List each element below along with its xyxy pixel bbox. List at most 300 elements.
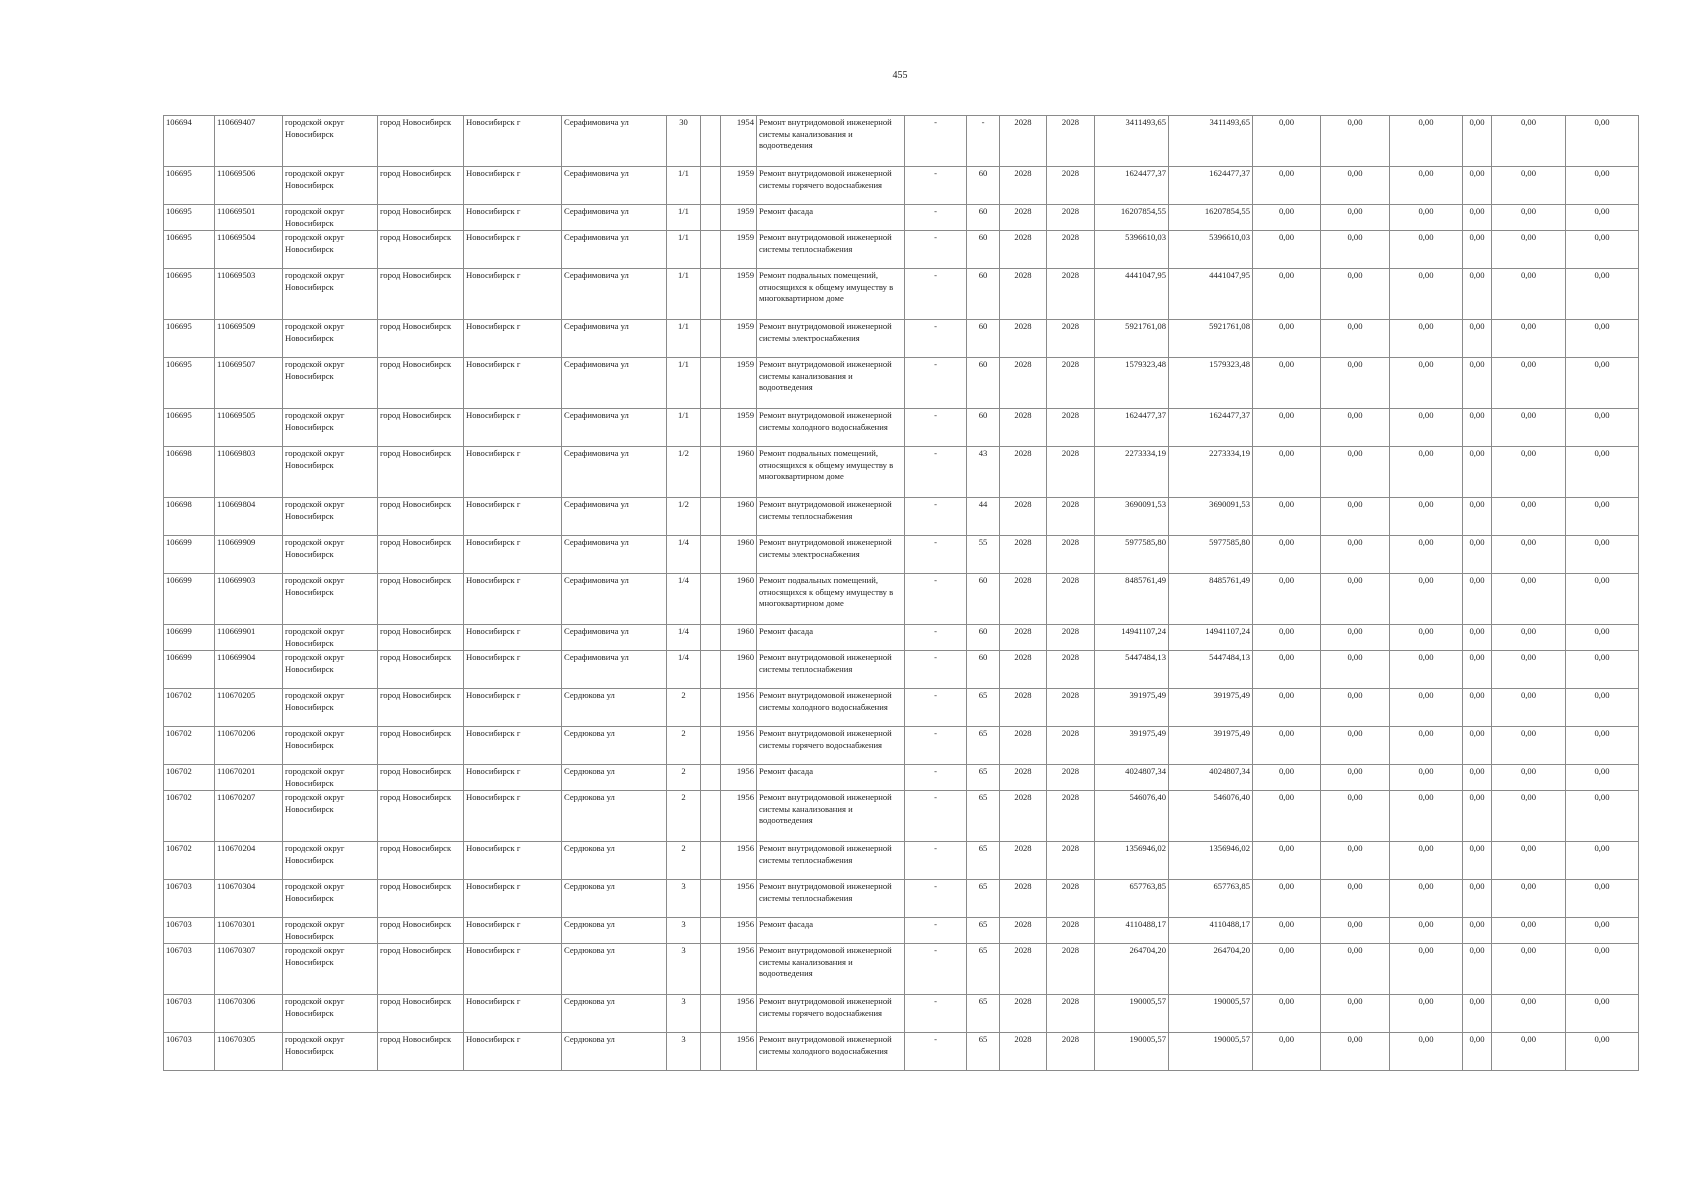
cell-street: Серафимовича ул	[562, 358, 667, 409]
cell-wear-percent-a: -	[905, 498, 967, 536]
cell-cost-col-5: 0,00	[1492, 358, 1566, 409]
cell-wear-percent-a: -	[905, 269, 967, 320]
cell-wear-percent-b: 60	[967, 625, 1000, 651]
table-row	[164, 651, 1639, 689]
cell-work-type: Ремонт внутридомовой инженерной системы теплоснабжения	[757, 880, 905, 918]
cell-locality: Новосибирск г	[464, 447, 562, 498]
table-row	[164, 880, 1639, 918]
cell-wear-percent-a: -	[905, 651, 967, 689]
cell-street: Серафимовича ул	[562, 651, 667, 689]
cell-cost-col-4: 0,00	[1463, 625, 1492, 651]
cell-wear-percent-b: 65	[967, 689, 1000, 727]
cell-street: Серафимовича ул	[562, 116, 667, 167]
cell-work-id: 110669503	[215, 269, 283, 320]
cell-work-type: Ремонт внутридомовой инженерной системы канализования и водоотведения	[757, 944, 905, 995]
cell-work-id: 110670205	[215, 689, 283, 727]
cell-cost-col-5: 0,00	[1492, 116, 1566, 167]
cell-house-number: 2	[667, 765, 701, 791]
table-row	[164, 625, 1639, 651]
cell-wear-percent-b: 65	[967, 765, 1000, 791]
cell-year-end: 2028	[1047, 727, 1095, 765]
cell-cost-total: 546076,40	[1095, 791, 1169, 842]
cell-street: Сердюкова ул	[562, 918, 667, 944]
cell-cost-total: 5447484,13	[1095, 651, 1169, 689]
cell-year-built: 1959	[721, 358, 757, 409]
cell-cost-col-4: 0,00	[1463, 116, 1492, 167]
cell-settlement: город Новосибирск	[378, 447, 464, 498]
cell-cost-col-6: 0,00	[1566, 880, 1639, 918]
cell-locality: Новосибирск г	[464, 727, 562, 765]
cell-cost-col-4: 0,00	[1463, 918, 1492, 944]
cell-settlement: город Новосибирск	[378, 269, 464, 320]
cell-wear-percent-b: 60	[967, 320, 1000, 358]
cell-house-number: 2	[667, 727, 701, 765]
cell-cost-col-4: 0,00	[1463, 651, 1492, 689]
cell-wear-percent-a: -	[905, 574, 967, 625]
cell-cost-col-2: 0,00	[1321, 791, 1390, 842]
cell-cost-col-1: 0,00	[1253, 269, 1321, 320]
cell-cost-col-3: 0,00	[1390, 765, 1463, 791]
cell-work-type: Ремонт фасада	[757, 625, 905, 651]
cell-settlement: город Новосибирск	[378, 231, 464, 269]
cell-cost-fund: 5447484,13	[1169, 651, 1253, 689]
cell-cost-col-6: 0,00	[1566, 1033, 1639, 1071]
cell-cost-col-1: 0,00	[1253, 689, 1321, 727]
cell-year-built: 1960	[721, 625, 757, 651]
cell-building	[701, 116, 721, 167]
cell-year-end: 2028	[1047, 116, 1095, 167]
cell-street: Серафимовича ул	[562, 320, 667, 358]
cell-street: Сердюкова ул	[562, 689, 667, 727]
cell-year-built: 1956	[721, 1033, 757, 1071]
cell-municipal-district: городской округ Новосибирск	[283, 205, 378, 231]
cell-cost-total: 1356946,02	[1095, 842, 1169, 880]
cell-year-built: 1959	[721, 205, 757, 231]
cell-cost-col-5: 0,00	[1492, 842, 1566, 880]
cell-cost-col-6: 0,00	[1566, 447, 1639, 498]
cell-cost-fund: 190005,57	[1169, 1033, 1253, 1071]
cell-house-number: 1/2	[667, 498, 701, 536]
cell-object-id: 106703	[164, 880, 215, 918]
cell-cost-col-5: 0,00	[1492, 167, 1566, 205]
cell-wear-percent-a: -	[905, 116, 967, 167]
cell-street: Сердюкова ул	[562, 727, 667, 765]
cell-cost-col-3: 0,00	[1390, 498, 1463, 536]
cell-settlement: город Новосибирск	[378, 918, 464, 944]
cell-cost-col-5: 0,00	[1492, 574, 1566, 625]
cell-year-end: 2028	[1047, 409, 1095, 447]
cell-cost-col-4: 0,00	[1463, 409, 1492, 447]
cell-street: Серафимовича ул	[562, 167, 667, 205]
cell-year-start: 2028	[1000, 944, 1047, 995]
cell-object-id: 106695	[164, 269, 215, 320]
cell-settlement: город Новосибирск	[378, 995, 464, 1033]
cell-work-id: 110669501	[215, 205, 283, 231]
cell-cost-col-5: 0,00	[1492, 536, 1566, 574]
cell-building	[701, 269, 721, 320]
cell-house-number: 1/1	[667, 320, 701, 358]
cell-year-built: 1956	[721, 791, 757, 842]
cell-work-type: Ремонт внутридомовой инженерной системы электроснабжения	[757, 536, 905, 574]
cell-wear-percent-b: 60	[967, 574, 1000, 625]
cell-wear-percent-a: -	[905, 995, 967, 1033]
cell-cost-col-1: 0,00	[1253, 944, 1321, 995]
cell-year-start: 2028	[1000, 116, 1047, 167]
cell-municipal-district: городской округ Новосибирск	[283, 231, 378, 269]
cell-cost-fund: 4441047,95	[1169, 269, 1253, 320]
cell-year-end: 2028	[1047, 765, 1095, 791]
cell-object-id: 106703	[164, 995, 215, 1033]
cell-year-built: 1956	[721, 944, 757, 995]
cell-cost-total: 3690091,53	[1095, 498, 1169, 536]
cell-house-number: 1/4	[667, 574, 701, 625]
cell-cost-col-5: 0,00	[1492, 320, 1566, 358]
cell-cost-fund: 1624477,37	[1169, 409, 1253, 447]
cell-work-id: 110669909	[215, 536, 283, 574]
cell-object-id: 106699	[164, 574, 215, 625]
cell-cost-col-1: 0,00	[1253, 231, 1321, 269]
cell-cost-col-6: 0,00	[1566, 995, 1639, 1033]
cell-year-built: 1960	[721, 536, 757, 574]
cell-work-id: 110670301	[215, 918, 283, 944]
cell-cost-col-4: 0,00	[1463, 765, 1492, 791]
cell-settlement: город Новосибирск	[378, 498, 464, 536]
cell-building	[701, 765, 721, 791]
cell-work-id: 110669804	[215, 498, 283, 536]
cell-year-start: 2028	[1000, 995, 1047, 1033]
cell-cost-col-2: 0,00	[1321, 625, 1390, 651]
cell-cost-col-3: 0,00	[1390, 880, 1463, 918]
cell-wear-percent-b: 65	[967, 791, 1000, 842]
cell-cost-col-1: 0,00	[1253, 918, 1321, 944]
cell-house-number: 3	[667, 918, 701, 944]
cell-cost-col-3: 0,00	[1390, 689, 1463, 727]
cell-settlement: город Новосибирск	[378, 358, 464, 409]
cell-wear-percent-b: 55	[967, 536, 1000, 574]
cell-year-built: 1956	[721, 689, 757, 727]
cell-cost-col-6: 0,00	[1566, 842, 1639, 880]
cell-municipal-district: городской округ Новосибирск	[283, 995, 378, 1033]
table-row	[164, 944, 1639, 995]
cell-cost-col-2: 0,00	[1321, 447, 1390, 498]
table-row	[164, 536, 1639, 574]
table-row	[164, 727, 1639, 765]
cell-locality: Новосибирск г	[464, 689, 562, 727]
cell-year-end: 2028	[1047, 574, 1095, 625]
cell-street: Серафимовича ул	[562, 536, 667, 574]
cell-cost-col-5: 0,00	[1492, 995, 1566, 1033]
cell-cost-col-5: 0,00	[1492, 880, 1566, 918]
cell-cost-col-3: 0,00	[1390, 409, 1463, 447]
cell-object-id: 106695	[164, 231, 215, 269]
cell-settlement: город Новосибирск	[378, 1033, 464, 1071]
table-row	[164, 1033, 1639, 1071]
cell-cost-col-1: 0,00	[1253, 791, 1321, 842]
cell-cost-col-2: 0,00	[1321, 842, 1390, 880]
cell-wear-percent-b: 65	[967, 842, 1000, 880]
cell-year-end: 2028	[1047, 1033, 1095, 1071]
cell-cost-col-1: 0,00	[1253, 320, 1321, 358]
cell-house-number: 2	[667, 791, 701, 842]
cell-year-built: 1956	[721, 842, 757, 880]
cell-cost-col-1: 0,00	[1253, 498, 1321, 536]
cell-work-id: 110670306	[215, 995, 283, 1033]
cell-cost-total: 264704,20	[1095, 944, 1169, 995]
cell-municipal-district: городской округ Новосибирск	[283, 536, 378, 574]
cell-wear-percent-b: 60	[967, 358, 1000, 409]
cell-wear-percent-b: -	[967, 116, 1000, 167]
cell-cost-col-4: 0,00	[1463, 574, 1492, 625]
table-row	[164, 574, 1639, 625]
cell-building	[701, 231, 721, 269]
cell-locality: Новосибирск г	[464, 625, 562, 651]
cell-building	[701, 498, 721, 536]
table-row	[164, 409, 1639, 447]
cell-year-start: 2028	[1000, 536, 1047, 574]
cell-building	[701, 574, 721, 625]
cell-house-number: 1/1	[667, 167, 701, 205]
cell-cost-col-4: 0,00	[1463, 231, 1492, 269]
cell-work-type: Ремонт внутридомовой инженерной системы канализования и водоотведения	[757, 791, 905, 842]
cell-cost-col-5: 0,00	[1492, 1033, 1566, 1071]
cell-cost-fund: 391975,49	[1169, 727, 1253, 765]
cell-cost-col-1: 0,00	[1253, 842, 1321, 880]
cell-wear-percent-b: 60	[967, 651, 1000, 689]
cell-work-type: Ремонт внутридомовой инженерной системы канализования и водоотведения	[757, 116, 905, 167]
cell-year-start: 2028	[1000, 498, 1047, 536]
cell-street: Серафимовича ул	[562, 231, 667, 269]
cell-work-type: Ремонт подвальных помещений, относящихся к общему имуществу в многоквартирном доме	[757, 574, 905, 625]
cell-cost-total: 190005,57	[1095, 1033, 1169, 1071]
cell-work-type: Ремонт внутридомовой инженерной системы холодного водоснабжения	[757, 409, 905, 447]
table-row	[164, 689, 1639, 727]
cell-cost-total: 190005,57	[1095, 995, 1169, 1033]
cell-cost-total: 4024807,34	[1095, 765, 1169, 791]
cell-cost-col-4: 0,00	[1463, 880, 1492, 918]
cell-object-id: 106702	[164, 791, 215, 842]
cell-locality: Новосибирск г	[464, 409, 562, 447]
cell-object-id: 106702	[164, 689, 215, 727]
cell-cost-col-1: 0,00	[1253, 625, 1321, 651]
cell-year-end: 2028	[1047, 944, 1095, 995]
cell-settlement: город Новосибирск	[378, 320, 464, 358]
cell-municipal-district: городской округ Новосибирск	[283, 765, 378, 791]
cell-cost-col-1: 0,00	[1253, 205, 1321, 231]
cell-building	[701, 1033, 721, 1071]
cell-street: Серафимовича ул	[562, 574, 667, 625]
cell-building	[701, 995, 721, 1033]
cell-cost-fund: 1356946,02	[1169, 842, 1253, 880]
cell-cost-col-3: 0,00	[1390, 358, 1463, 409]
cell-building	[701, 842, 721, 880]
cell-cost-col-2: 0,00	[1321, 205, 1390, 231]
cell-house-number: 1/1	[667, 231, 701, 269]
cell-wear-percent-a: -	[905, 765, 967, 791]
cell-cost-fund: 5396610,03	[1169, 231, 1253, 269]
cell-cost-total: 1624477,37	[1095, 409, 1169, 447]
cell-wear-percent-a: -	[905, 880, 967, 918]
registry-table	[163, 115, 1639, 1071]
cell-cost-col-5: 0,00	[1492, 409, 1566, 447]
cell-wear-percent-b: 60	[967, 269, 1000, 320]
cell-work-type: Ремонт внутридомовой инженерной системы канализования и водоотведения	[757, 358, 905, 409]
cell-year-start: 2028	[1000, 320, 1047, 358]
cell-cost-col-3: 0,00	[1390, 574, 1463, 625]
cell-wear-percent-a: -	[905, 205, 967, 231]
cell-cost-fund: 546076,40	[1169, 791, 1253, 842]
cell-cost-col-6: 0,00	[1566, 205, 1639, 231]
cell-wear-percent-a: -	[905, 625, 967, 651]
cell-locality: Новосибирск г	[464, 116, 562, 167]
cell-wear-percent-a: -	[905, 689, 967, 727]
cell-cost-col-6: 0,00	[1566, 574, 1639, 625]
cell-object-id: 106695	[164, 320, 215, 358]
cell-cost-col-5: 0,00	[1492, 918, 1566, 944]
cell-cost-col-5: 0,00	[1492, 765, 1566, 791]
cell-year-start: 2028	[1000, 842, 1047, 880]
cell-cost-col-4: 0,00	[1463, 205, 1492, 231]
cell-locality: Новосибирск г	[464, 320, 562, 358]
cell-municipal-district: городской округ Новосибирск	[283, 409, 378, 447]
cell-object-id: 106703	[164, 944, 215, 995]
cell-year-end: 2028	[1047, 167, 1095, 205]
cell-work-id: 110670207	[215, 791, 283, 842]
cell-year-built: 1954	[721, 116, 757, 167]
cell-wear-percent-a: -	[905, 536, 967, 574]
cell-cost-col-4: 0,00	[1463, 995, 1492, 1033]
cell-locality: Новосибирск г	[464, 791, 562, 842]
page-number: 455	[892, 70, 908, 81]
cell-cost-col-4: 0,00	[1463, 842, 1492, 880]
cell-street: Сердюкова ул	[562, 944, 667, 995]
cell-street: Сердюкова ул	[562, 1033, 667, 1071]
cell-building	[701, 880, 721, 918]
cell-wear-percent-b: 43	[967, 447, 1000, 498]
cell-object-id: 106695	[164, 358, 215, 409]
cell-cost-col-1: 0,00	[1253, 116, 1321, 167]
cell-cost-col-6: 0,00	[1566, 918, 1639, 944]
cell-work-id: 110669507	[215, 358, 283, 409]
cell-cost-col-6: 0,00	[1566, 358, 1639, 409]
table-row	[164, 498, 1639, 536]
cell-year-end: 2028	[1047, 320, 1095, 358]
cell-cost-col-3: 0,00	[1390, 447, 1463, 498]
cell-cost-col-3: 0,00	[1390, 205, 1463, 231]
cell-municipal-district: городской округ Новосибирск	[283, 880, 378, 918]
cell-work-id: 110670206	[215, 727, 283, 765]
cell-cost-fund: 4024807,34	[1169, 765, 1253, 791]
cell-municipal-district: городской округ Новосибирск	[283, 727, 378, 765]
cell-wear-percent-b: 60	[967, 231, 1000, 269]
cell-house-number: 1/1	[667, 358, 701, 409]
cell-cost-col-1: 0,00	[1253, 358, 1321, 409]
cell-cost-col-2: 0,00	[1321, 358, 1390, 409]
cell-year-built: 1960	[721, 574, 757, 625]
cell-wear-percent-b: 60	[967, 205, 1000, 231]
cell-year-end: 2028	[1047, 842, 1095, 880]
cell-cost-fund: 4110488,17	[1169, 918, 1253, 944]
cell-work-id: 110669509	[215, 320, 283, 358]
cell-object-id: 106698	[164, 498, 215, 536]
cell-cost-col-2: 0,00	[1321, 320, 1390, 358]
cell-work-type: Ремонт внутридомовой инженерной системы холодного водоснабжения	[757, 1033, 905, 1071]
cell-cost-total: 1624477,37	[1095, 167, 1169, 205]
cell-house-number: 1/4	[667, 625, 701, 651]
cell-year-start: 2028	[1000, 205, 1047, 231]
cell-year-built: 1956	[721, 880, 757, 918]
cell-settlement: город Новосибирск	[378, 727, 464, 765]
cell-cost-col-3: 0,00	[1390, 791, 1463, 842]
cell-year-end: 2028	[1047, 269, 1095, 320]
cell-municipal-district: городской округ Новосибирск	[283, 1033, 378, 1071]
cell-cost-col-3: 0,00	[1390, 727, 1463, 765]
cell-cost-col-1: 0,00	[1253, 167, 1321, 205]
registry-body	[164, 116, 1639, 1071]
cell-year-built: 1956	[721, 918, 757, 944]
cell-cost-fund: 657763,85	[1169, 880, 1253, 918]
cell-locality: Новосибирск г	[464, 269, 562, 320]
cell-year-start: 2028	[1000, 167, 1047, 205]
cell-cost-col-2: 0,00	[1321, 995, 1390, 1033]
cell-cost-col-6: 0,00	[1566, 498, 1639, 536]
cell-cost-col-4: 0,00	[1463, 689, 1492, 727]
cell-year-end: 2028	[1047, 498, 1095, 536]
cell-object-id: 106702	[164, 842, 215, 880]
cell-cost-fund: 16207854,55	[1169, 205, 1253, 231]
cell-settlement: город Новосибирск	[378, 574, 464, 625]
cell-object-id: 106702	[164, 727, 215, 765]
cell-building	[701, 944, 721, 995]
cell-cost-col-5: 0,00	[1492, 944, 1566, 995]
cell-cost-col-5: 0,00	[1492, 447, 1566, 498]
cell-locality: Новосибирск г	[464, 574, 562, 625]
cell-year-built: 1960	[721, 447, 757, 498]
cell-locality: Новосибирск г	[464, 880, 562, 918]
cell-wear-percent-b: 44	[967, 498, 1000, 536]
cell-locality: Новосибирск г	[464, 918, 562, 944]
cell-cost-fund: 3411493,65	[1169, 116, 1253, 167]
cell-work-id: 110670204	[215, 842, 283, 880]
table-row	[164, 765, 1639, 791]
table-row	[164, 995, 1639, 1033]
cell-building	[701, 918, 721, 944]
cell-work-type: Ремонт внутридомовой инженерной системы горячего водоснабжения	[757, 167, 905, 205]
cell-cost-col-2: 0,00	[1321, 727, 1390, 765]
cell-cost-col-3: 0,00	[1390, 995, 1463, 1033]
cell-wear-percent-a: -	[905, 791, 967, 842]
cell-object-id: 106702	[164, 765, 215, 791]
cell-wear-percent-a: -	[905, 231, 967, 269]
cell-cost-col-4: 0,00	[1463, 498, 1492, 536]
cell-cost-col-6: 0,00	[1566, 167, 1639, 205]
cell-work-type: Ремонт внутридомовой инженерной системы горячего водоснабжения	[757, 995, 905, 1033]
cell-cost-col-6: 0,00	[1566, 116, 1639, 167]
cell-cost-col-2: 0,00	[1321, 689, 1390, 727]
cell-settlement: город Новосибирск	[378, 205, 464, 231]
cell-cost-col-2: 0,00	[1321, 918, 1390, 944]
cell-wear-percent-a: -	[905, 167, 967, 205]
cell-work-type: Ремонт внутридомовой инженерной системы электроснабжения	[757, 320, 905, 358]
cell-wear-percent-a: -	[905, 320, 967, 358]
cell-cost-fund: 264704,20	[1169, 944, 1253, 995]
cell-municipal-district: городской округ Новосибирск	[283, 625, 378, 651]
cell-object-id: 106699	[164, 536, 215, 574]
cell-cost-col-6: 0,00	[1566, 765, 1639, 791]
cell-street: Серафимовича ул	[562, 447, 667, 498]
cell-municipal-district: городской округ Новосибирск	[283, 167, 378, 205]
cell-cost-col-2: 0,00	[1321, 1033, 1390, 1071]
cell-year-built: 1960	[721, 651, 757, 689]
